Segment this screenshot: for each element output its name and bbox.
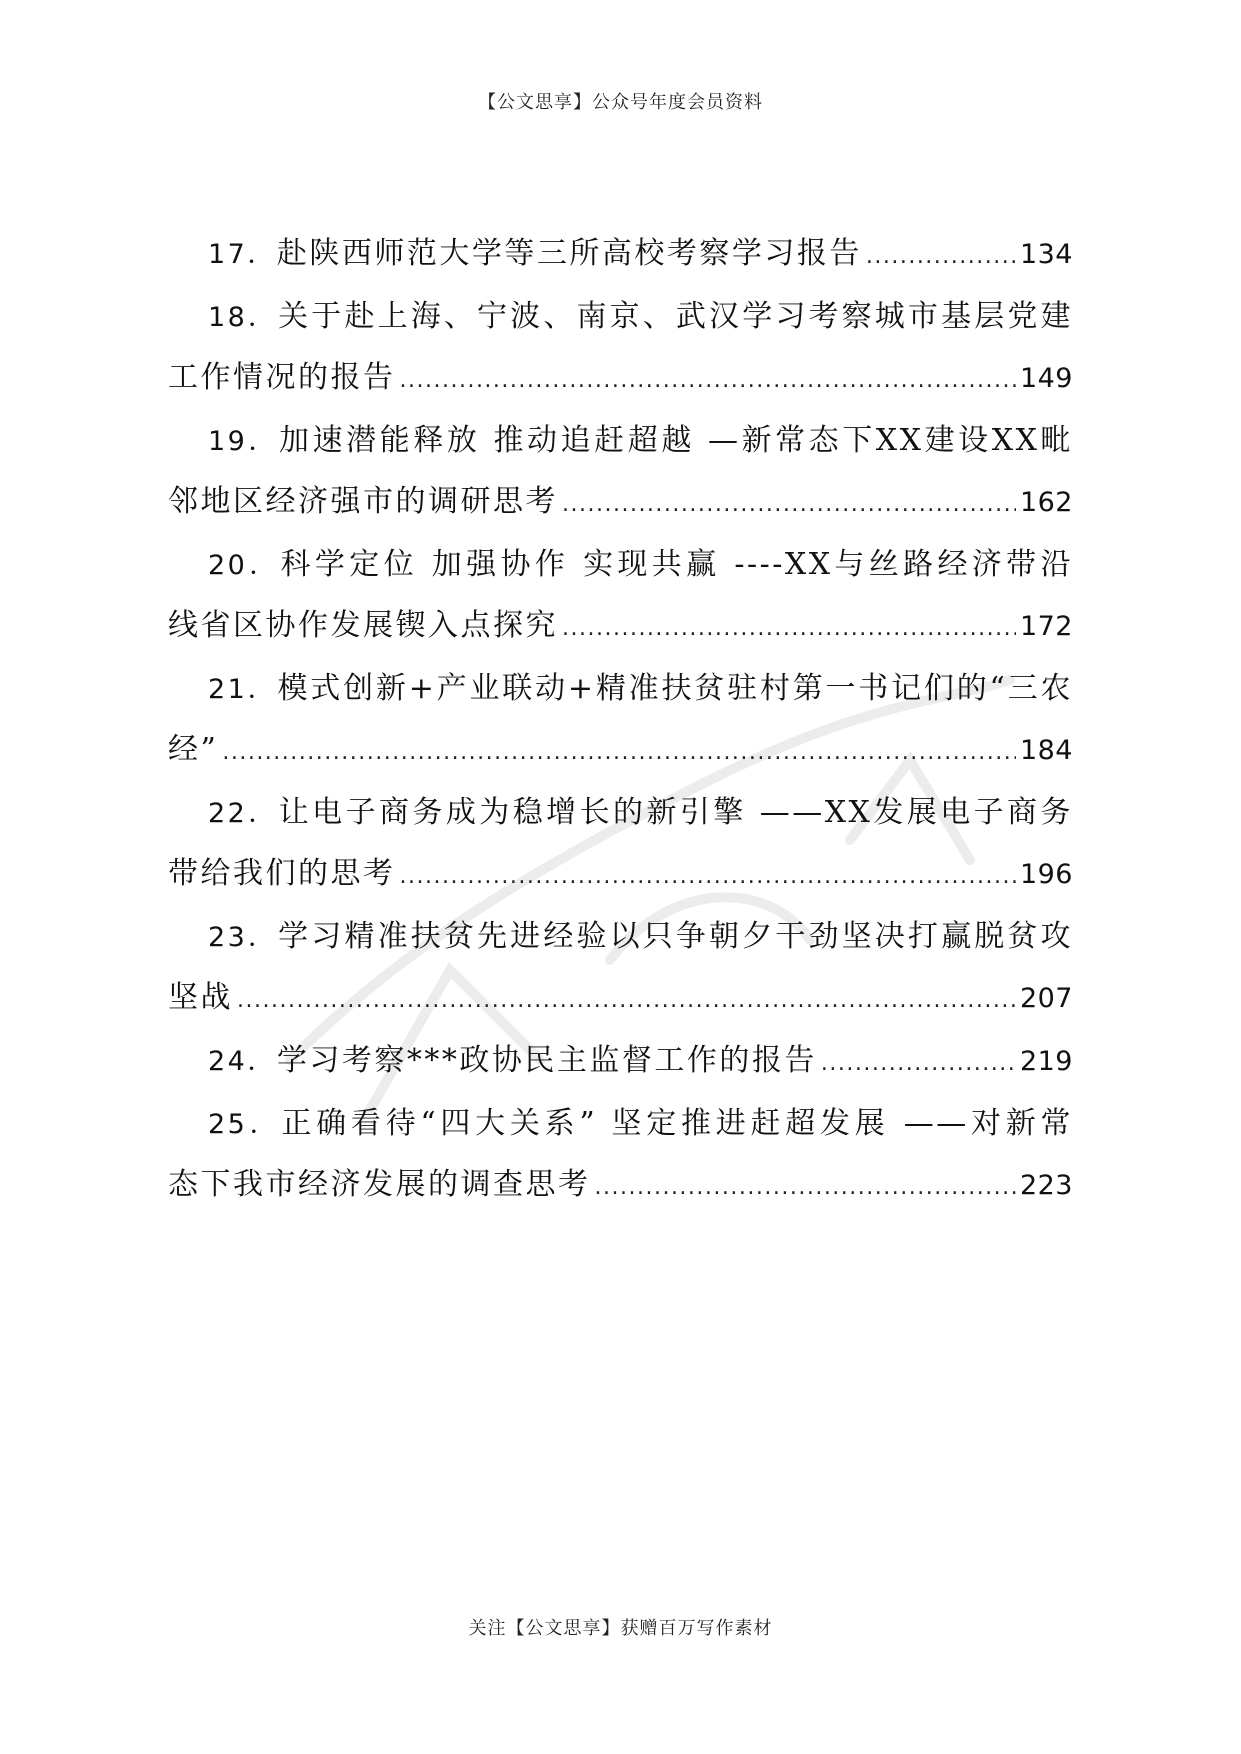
entry-title-continued: 经” [168, 732, 219, 767]
entry-page-number: 184 [1019, 735, 1073, 766]
dot-leader [400, 847, 1016, 907]
entry-title-continued: 带给我们的思考 [168, 856, 396, 891]
dot-leader [237, 971, 1016, 1031]
toc-entry-23[interactable] [168, 907, 1073, 1031]
entry-page-number: 219 [1019, 1046, 1073, 1077]
entry-title-continued: 态下我市经济发展的调查思考 [168, 1167, 591, 1202]
entry-title: 科学定位 加强协作 实现共赢 ----XX与丝路经济带沿 [280, 547, 1073, 582]
page-footer: 关注【公文思享】获赠百万写作素材 [468, 1618, 773, 1639]
dot-leader [595, 1158, 1016, 1218]
toc-entry-21[interactable] [168, 659, 1073, 783]
entry-title: 关于赴上海、宁波、南京、武汉学习考察城市基层党建 [278, 299, 1074, 334]
dot-leader [400, 351, 1016, 411]
entry-number: 23． [208, 922, 279, 953]
entry-number: 21． [208, 674, 278, 705]
toc-entry-17[interactable] [168, 224, 1073, 287]
entry-page-number: 196 [1019, 859, 1073, 890]
toc-entry-19[interactable] [168, 411, 1073, 535]
entry-title: 学习考察***政协民主监督工作的报告 [276, 1043, 817, 1078]
entry-title: 正确看待“四大关系” 坚定推进赶超发展 ——对新常 [281, 1106, 1074, 1141]
entry-number: 22． [208, 798, 279, 829]
toc-entry-18[interactable] [168, 287, 1073, 411]
table-of-contents [168, 224, 1073, 1218]
entry-title-continued: 线省区协作发展锲入点探究 [168, 608, 558, 643]
entry-title: 学习精准扶贫先进经验以只争朝夕干劲坚决打赢脱贫攻 [278, 919, 1074, 954]
entry-number: 20． [208, 550, 281, 581]
toc-entry-25[interactable] [168, 1094, 1073, 1218]
entry-page-number: 162 [1019, 487, 1073, 518]
toc-entry-24[interactable] [168, 1031, 1073, 1094]
entry-title: 加速潜能释放 推动追赶超越 —新常态下XX建设XX毗 [279, 423, 1073, 458]
entry-title-continued: 坚战 [168, 980, 233, 1015]
entry-title: 赴陕西师范大学等三所高校考察学习报告 [276, 236, 862, 271]
toc-entry-22[interactable] [168, 783, 1073, 907]
entry-page-number: 223 [1019, 1170, 1073, 1201]
dot-leader [222, 723, 1016, 783]
entry-number: 19． [208, 426, 279, 457]
entry-number: 17． [208, 239, 277, 270]
entry-title: 模式创新+产业联动+精准扶贫驻村第一书记们的“三农 [277, 671, 1073, 706]
entry-number: 18． [208, 302, 279, 333]
dot-leader [866, 227, 1016, 287]
entry-page-number: 149 [1019, 363, 1073, 394]
page-header: 【公文思享】公众号年度会员资料 [478, 92, 763, 113]
entry-number: 24． [208, 1046, 277, 1077]
entry-number: 25． [208, 1109, 282, 1140]
dot-leader [562, 475, 1016, 535]
entry-title-continued: 邻地区经济强市的调研思考 [168, 484, 558, 519]
dot-leader [562, 599, 1016, 659]
entry-page-number: 134 [1019, 239, 1073, 270]
toc-entry-20[interactable] [168, 535, 1073, 659]
entry-page-number: 207 [1019, 983, 1073, 1014]
entry-title: 让电子商务成为稳增长的新引擎 ——XX发展电子商务 [278, 795, 1073, 830]
entry-page-number: 172 [1019, 611, 1073, 642]
entry-title-continued: 工作情况的报告 [168, 360, 396, 395]
dot-leader [821, 1034, 1016, 1094]
